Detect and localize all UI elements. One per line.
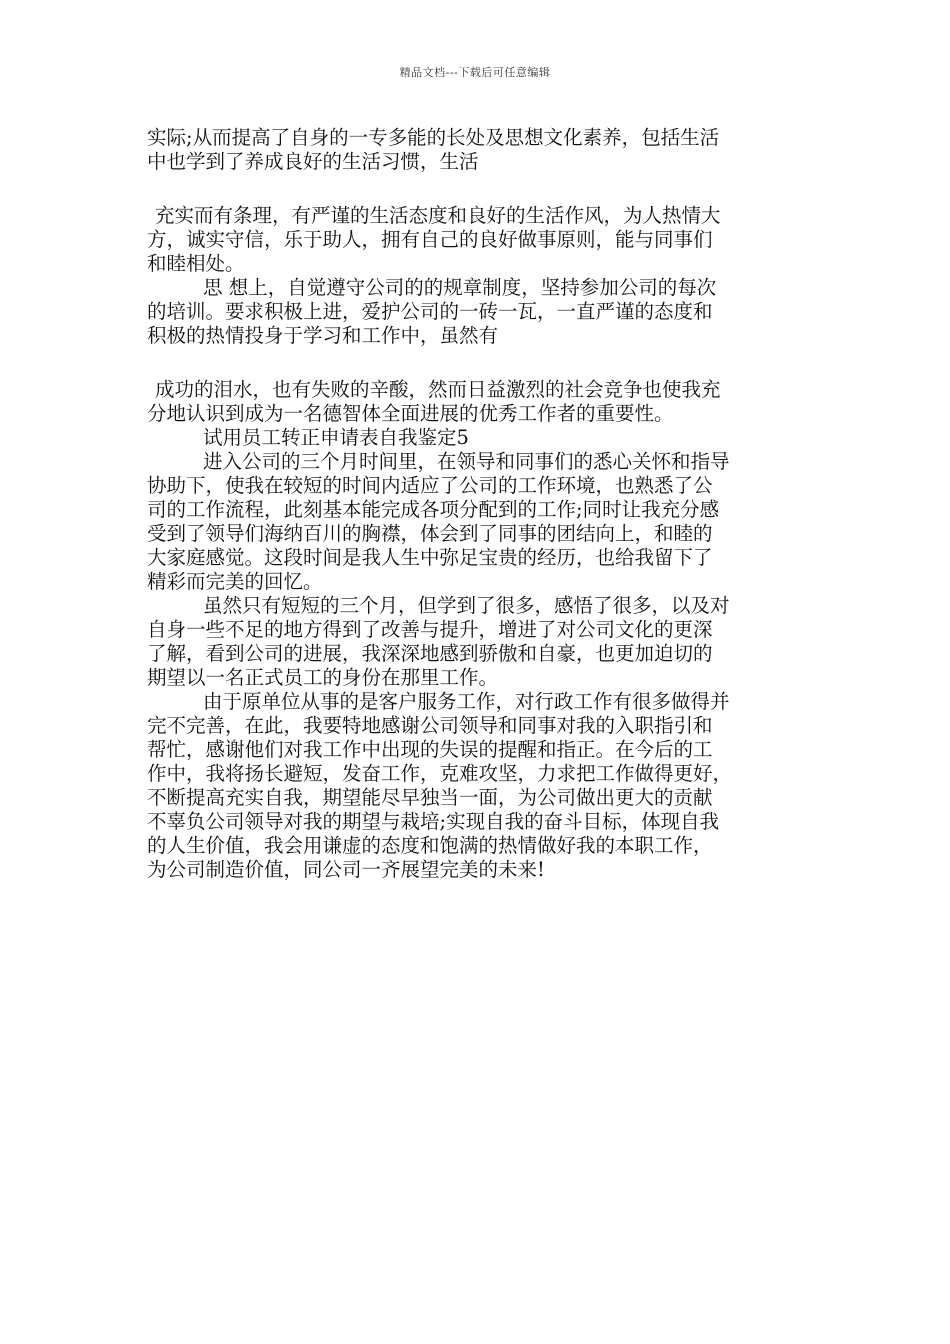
paragraph-7 (147, 690, 827, 882)
section-heading (147, 426, 827, 450)
text-line: 作中，我将扬长避短，发奋工作，克难攻坚，力求把工作做得更好， (147, 762, 733, 785)
text-line: 不断提高充实自我，期望能尽早独当一面，为公司做出更大的贡献 (147, 786, 713, 809)
heading-line: 试用员工转正申请表自我鉴定5 (203, 426, 469, 449)
paragraph-3 (147, 276, 827, 348)
text-line: 完不完善，在此，我要特地感谢公司领导和同事对我的入职指引和 (147, 714, 713, 737)
text-line: 思 想上，自觉遵守公司的的规章制度，坚持参加公司的每次 (203, 276, 717, 299)
paragraph-gap (147, 348, 827, 378)
text-line: 不辜负公司领导对我的期望与栽培;实现自我的奋斗目标，体现自我 (147, 810, 720, 833)
paragraph-gap (147, 174, 827, 204)
text-line: 精彩而完美的回忆。 (147, 570, 323, 593)
text-line: 司的工作流程，此刻基本能完成各项分配到的工作;同时让我充分感 (147, 498, 720, 521)
text-line: 实际;从而提高了自身的一专多能的长处及思想文化素养，包括生活 (147, 126, 720, 149)
text-line: 帮忙，感谢他们对我工作中出现的失误的提醒和指正。在今后的工 (147, 738, 713, 761)
text-line: 了解，看到公司的进展，我深深地感到骄傲和自豪，也更加迫切的 (147, 642, 713, 665)
paragraph-2 (147, 204, 827, 276)
paragraph-1 (147, 126, 827, 174)
text-line: 的培训。要求积极上进，爱护公司的一砖一瓦，一直严谨的态度和 (147, 300, 713, 323)
text-line: 充实而有条理，有严谨的生活态度和良好的生活作风，为人热情大 (155, 204, 721, 227)
text-line: 期望以一名正式员工的身份在那里工作。 (147, 666, 499, 689)
text-line: 方，诚实守信，乐于助人，拥有自己的良好做事原则，能与同事们 (147, 228, 713, 251)
text-line: 自身一些不足的地方得到了改善与提升，增进了对公司文化的更深 (147, 618, 713, 641)
text-line: 中也学到了养成良好的生活习惯，生活 (147, 150, 479, 173)
paragraph-4 (147, 378, 827, 426)
text-line: 为公司制造价值，同公司一齐展望完美的未来! (147, 858, 545, 881)
paragraph-5 (147, 450, 827, 594)
paragraph-6 (147, 594, 827, 690)
text-line: 积极的热情投身于学习和工作中，虽然有 (147, 324, 499, 347)
text-line: 成功的泪水，也有失败的辛酸，然而日益激烈的社会竞争也使我充 (155, 378, 721, 401)
text-line: 虽然只有短短的三个月，但学到了很多，感悟了很多，以及对 (203, 594, 730, 617)
text-line: 协助下，使我在较短的时间内适应了公司的工作环境，也熟悉了公 (147, 474, 713, 497)
text-line: 的人生价值，我会用谦虚的态度和饱满的热情做好我的本职工作， (147, 834, 713, 857)
text-line: 分地认识到成为一名德智体全面进展的优秀工作者的重要性。 (147, 402, 674, 425)
page-header: 精品文档---下载后可任意编辑 (399, 66, 551, 79)
document-body (147, 126, 827, 882)
text-line: 由于原单位从事的是客户服务工作，对行政工作有很多做得并 (203, 690, 730, 713)
text-line: 和睦相处。 (147, 252, 245, 275)
text-line: 受到了领导们海纳百川的胸襟，体会到了同事的团结向上，和睦的 (147, 522, 713, 545)
text-line: 进入公司的三个月时间里，在领导和同事们的悉心关怀和指导 (203, 450, 730, 473)
text-line: 大家庭感觉。这段时间是我人生中弥足宝贵的经历，也给我留下了 (147, 546, 713, 569)
